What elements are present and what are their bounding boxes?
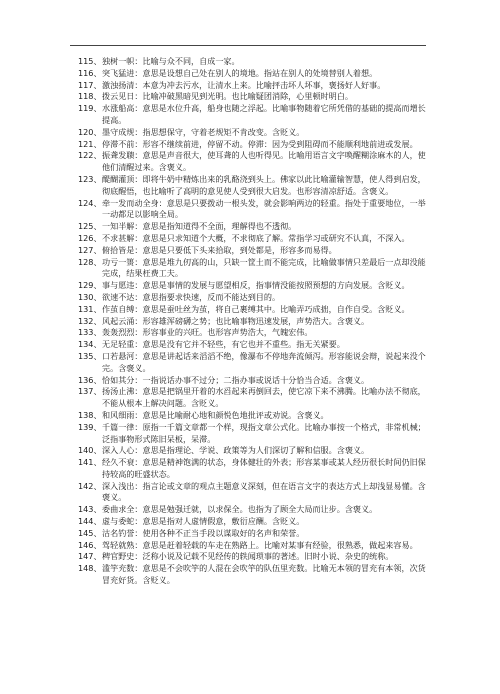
entry-text: 停滞不前：形容不继续前进，停留不动。停滞：因为受到阻碍而不能顺利地前进或发展。	[102, 138, 418, 149]
entry-number: 137、	[78, 386, 102, 397]
entry-number: 140、	[78, 445, 102, 456]
entry-text: 墨守成规：指思想保守，守着老规矩不肯改变。含贬义。	[102, 126, 305, 137]
idiom-entry	[78, 422, 430, 446]
entry-text: 委曲求全：意思是勉强迁就，以求保全。也指为了顾全大局而让步。含褒义。	[102, 504, 378, 515]
entry-text: 欲速不达：意思指要求快速，反而不能达到目的。	[102, 291, 281, 302]
entry-number: 146、	[78, 539, 102, 550]
entry-text: 经久不衰：意思是精神饱满的状态，身体健壮的外表；形容某事或某人经历很长时间仍旧保持较高的旺盛状态。	[102, 457, 426, 479]
idiom-entry	[78, 504, 430, 516]
entry-text: 牵一发而动全身：意思是只要拨动一根头发，就会影响两边的轻重。指处于重要地位，一举一动都足以影响全局。	[102, 197, 426, 220]
entry-text: 千篇一律：原指一千篇文章都一个样，现指文章公式化。比喻办事按一个格式，非常机械；泛指事物形式陈旧呆板，呆滞。	[102, 421, 426, 444]
entry-text: 功亏一篑：意思是堆九仞高的山，只缺一筐土而不能完成，比喻做事情只差最后一点却没能完成，结果枉费工夫。	[102, 256, 426, 279]
entry-text: 独树一帜：比喻与众不同，自成一家。	[102, 56, 240, 66]
idiom-entry	[78, 174, 430, 198]
entry-text: 作茧自缚：意思是蚕吐丝为茧，将自己裹缚其中。比喻弄巧成拙，自作自受。含贬义。	[102, 303, 410, 314]
entry-text: 无足轻重：意思是没有它并不轻些，有它也并不重些。指无关紧要。	[102, 339, 345, 350]
idiom-entry	[78, 233, 430, 245]
idiom-entry	[78, 103, 430, 127]
entry-number: 132、	[78, 315, 102, 326]
entry-text: 水涨船高：意思是水位升高，船身也随之浮起。比喻事物随着它所凭借的基础的提高而增长提高。	[102, 103, 426, 125]
idiom-entry	[78, 80, 430, 92]
entry-text: 深入浅出：指言论或文章的观点主题意义深刻，但在语言文字的表达方式上却浅显易懂。含褒义。	[102, 480, 426, 503]
idiom-entry	[78, 351, 430, 375]
entry-number: 138、	[78, 409, 102, 420]
idiom-entry	[78, 528, 430, 540]
idiom-entry	[78, 481, 430, 505]
entry-text: 口若悬河：意思是讲起话来滔滔不绝，像瀑布不停地奔流倾泻。形容能说会辩，说起来没个完。含褒义。	[102, 350, 426, 373]
entry-text: 不求甚解：意思是只求知道个大概，不求彻底了解。常指学习或研究不认真，不深入。	[102, 232, 410, 243]
entry-text: 虚与委蛇：意思是指对人虚情假意，敷衍应酬。含贬义。	[102, 516, 305, 527]
entry-text: 稗官野史：泛称小说及记载不见经传的轶闻琐事的著述。旧时小说、杂史的统称。	[102, 551, 394, 562]
entry-text: 拨云见日：比喻冲破黑暗见到光明。也比喻疑团消除，心里顿时明白。	[102, 91, 353, 102]
idiom-entry	[78, 316, 430, 328]
entry-number: 145、	[78, 527, 102, 538]
entry-number: 124、	[78, 197, 102, 208]
entry-number: 141、	[78, 457, 102, 468]
entry-number: 136、	[78, 374, 102, 385]
idiom-entry	[78, 280, 430, 292]
entry-text: 轰轰烈烈：形容事业的兴旺。也形容声势浩大，气魄宏伟。	[102, 327, 313, 338]
entry-number: 118、	[78, 91, 102, 102]
entry-text: 振聋发聩：意思是声音很大，使耳聋的人也听得见。比喻用语言文字唤醒糊涂麻木的人，使他们清醒过来。含褒义。	[102, 150, 426, 173]
idiom-entry	[78, 339, 430, 351]
entry-text: 突飞猛进：意思是设想自己处在别人的境地。指站在别人的处境替别人着想。	[102, 67, 378, 78]
idiom-entry	[78, 304, 430, 316]
entry-number: 120、	[78, 126, 102, 137]
idiom-entry	[78, 150, 430, 174]
entry-number: 139、	[78, 421, 102, 432]
entry-number: 130、	[78, 291, 102, 302]
entry-number: 133、	[78, 327, 102, 338]
idiom-entry	[78, 245, 430, 257]
entry-number: 116、	[78, 67, 102, 78]
entry-number: 121、	[78, 138, 102, 149]
entry-text: 扬汤止沸：意思是把锅里开着的水舀起来再倒回去，使它凉下来不沸腾。比喻办法不彻底，不能从根本上解决问题。含贬义。	[102, 386, 426, 409]
entry-number: 147、	[78, 551, 102, 562]
entry-text: 滥竽充数：意思是不会吹竽的人混在会吹竽的队伍里充数。比喻无本领的冒充有本领，次货冒充好货。含贬义。	[102, 563, 426, 586]
entry-number: 129、	[78, 280, 102, 291]
entry-text: 俯拾皆是：意思是只要低下头来拾取，到处都是，形容多而易得。	[102, 244, 337, 255]
entry-number: 128、	[78, 256, 102, 267]
idiom-entry	[78, 139, 430, 151]
idiom-entry	[78, 563, 430, 587]
idiom-entry	[78, 375, 430, 387]
entry-text: 一知半解：意思是指知道得不全面，理解得也不透彻。	[102, 221, 297, 232]
idiom-entry	[78, 257, 430, 281]
entry-number: 131、	[78, 303, 102, 314]
idiom-entry	[78, 540, 430, 552]
idiom-entry	[78, 56, 430, 68]
entry-number: 148、	[78, 563, 102, 574]
idiom-entry	[78, 327, 430, 339]
idiom-entry	[78, 91, 430, 103]
idiom-list	[78, 56, 430, 587]
entry-number: 127、	[78, 244, 102, 255]
entry-text: 激浊扬清：本意为冲去污水，让清水上来。比喻抨击坏人坏事，褒扬好人好事。	[102, 79, 386, 90]
entry-number: 117、	[78, 79, 102, 90]
idiom-entry	[78, 198, 430, 222]
idiom-entry	[78, 410, 430, 422]
idiom-entry	[78, 516, 430, 528]
entry-number: 135、	[78, 350, 102, 361]
idiom-entry	[78, 445, 430, 457]
entry-number: 115、	[78, 56, 102, 66]
idiom-entry	[78, 127, 430, 139]
entry-text: 深入人心：意思是指理论、学说、政策等为人们深切了解和信服。含褒义。	[102, 445, 370, 456]
entry-number: 134、	[78, 339, 102, 350]
entry-text: 驾轻就熟：意思是赶着轻载的车走在熟路上。比喻对某事有经验，很熟悉，做起来容易。	[102, 539, 418, 550]
entry-number: 142、	[78, 480, 102, 491]
entry-text: 沽名钓誉：使用各种不正当手段以谋取好的名声和荣誉。	[102, 527, 305, 538]
entry-text: 恰如其分：一指说话办事不过分；二指办事或说话十分恰当合适。含褒义。	[102, 374, 370, 385]
idiom-entry	[78, 292, 430, 304]
entry-number: 125、	[78, 221, 102, 232]
idiom-entry	[78, 386, 430, 410]
idiom-entry	[78, 221, 430, 233]
entry-number: 126、	[78, 232, 102, 243]
entry-text: 醍醐灌顶：即将牛奶中精炼出来的乳酪浇到头上。佛家以此比喻灌输智慧，使人得到启发，彻底醒悟，也比喻听了高明的意见使人受到很大启发。也形容清凉舒适。含褒义。	[102, 173, 426, 196]
entry-number: 119、	[78, 103, 102, 114]
entry-number: 122、	[78, 150, 102, 161]
entry-number: 143、	[78, 504, 102, 515]
entry-text: 事与愿违：意思是事情的发展与愿望相反，指事情没能按照预想的方向发展。含贬义。	[102, 280, 410, 291]
entry-text: 和风细雨：意思是比喻耐心地和颜悦色地批评或劝说。含褒义。	[102, 409, 329, 420]
header-rule	[70, 45, 426, 46]
entry-number: 123、	[78, 173, 102, 184]
idiom-entry	[78, 551, 430, 563]
idiom-entry	[78, 457, 430, 481]
entry-text: 风起云涌：形容雄浑磅礴之势；也比喻事物迅速发展，声势浩大。含褒义。	[102, 315, 370, 326]
entry-number: 144、	[78, 516, 102, 527]
idiom-entry	[78, 68, 430, 80]
